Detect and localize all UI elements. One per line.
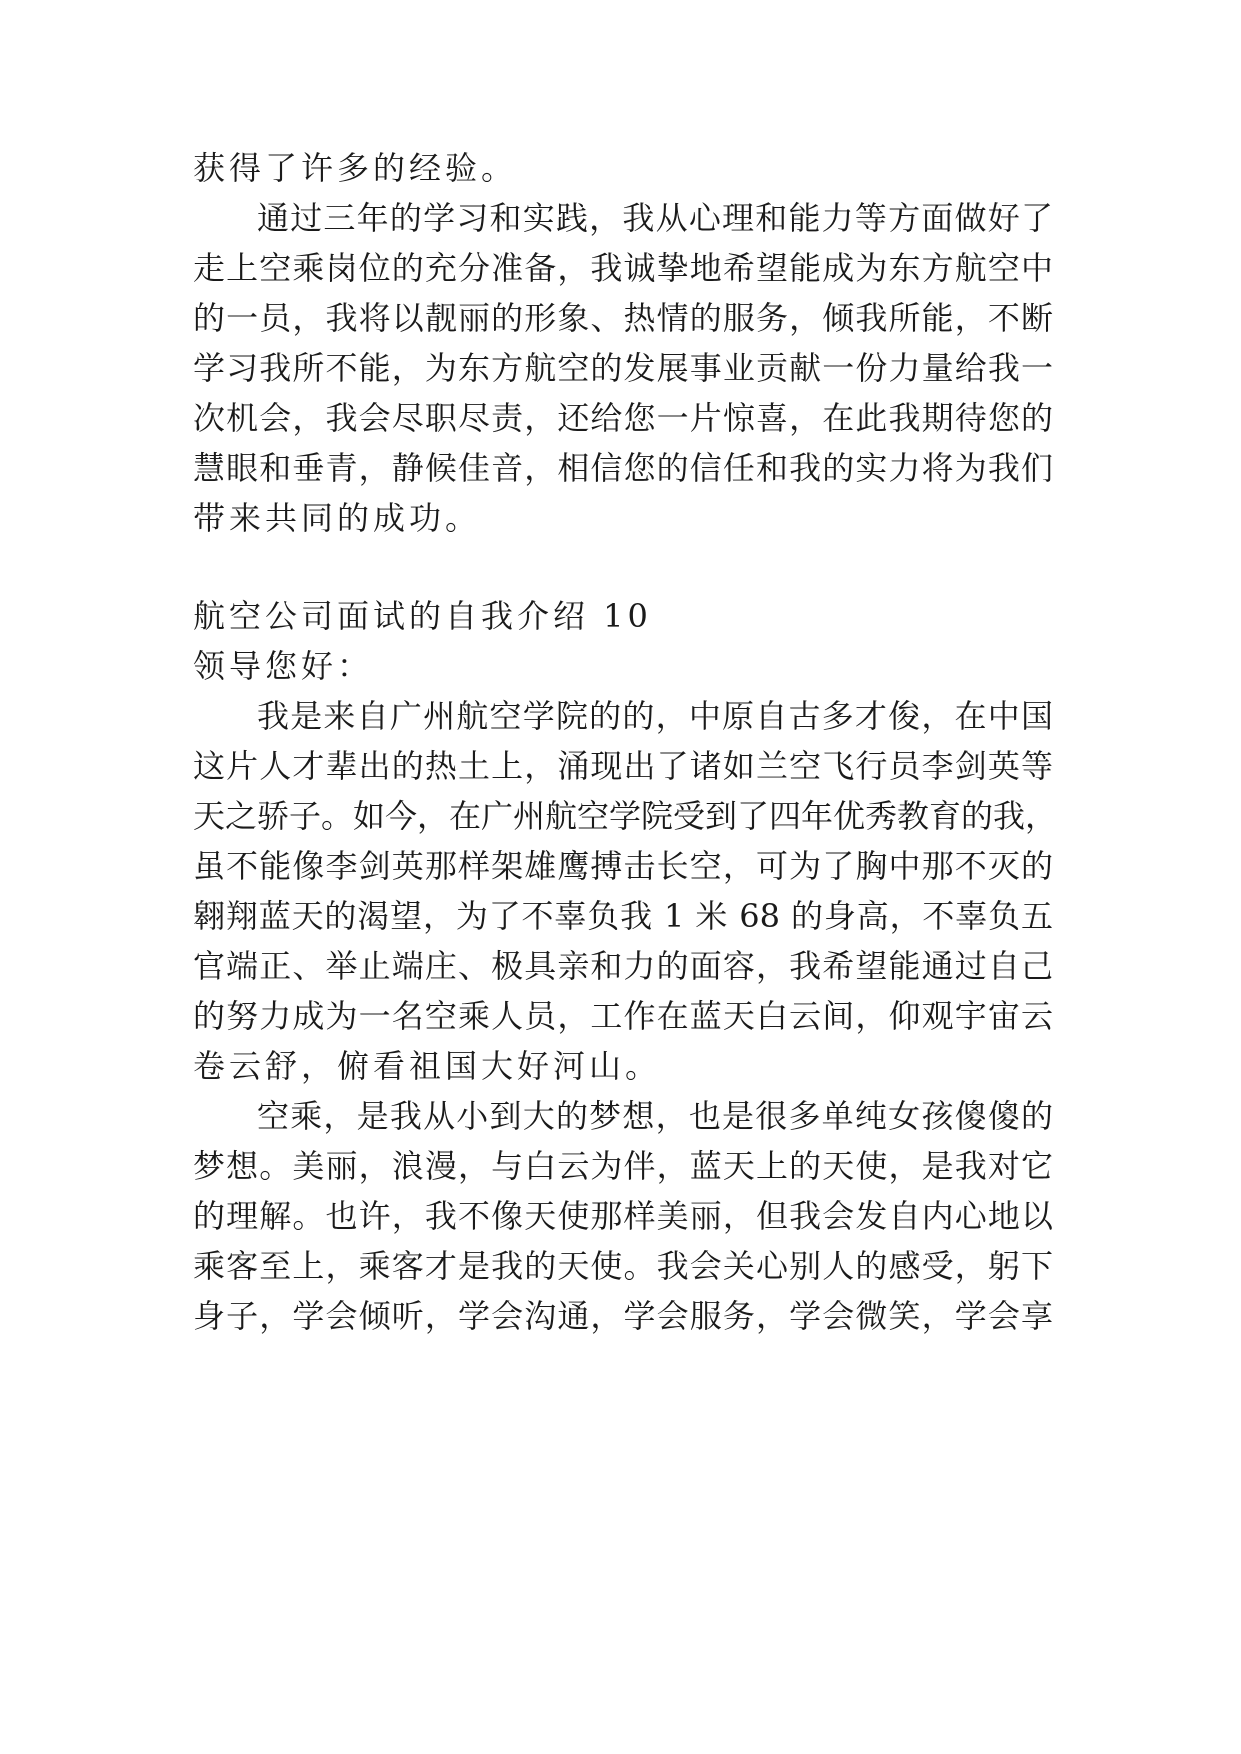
text-line: 的努力成为一名空乘人员，工作在蓝天白云间，仰观宇宙云 [193,997,1053,1035]
text-line: 虽不能像李剑英那样架雄鹰搏击长空，可为了胸中那不灭的 [193,847,1053,885]
greeting: 领导您好： [193,647,374,685]
text-line: 翱翔蓝天的渴望，为了不辜负我 1 米 68 的身高，不辜负五 [193,897,1053,935]
text-line: 的理解。也许，我不像天使那样美丽，但我会发自内心地以 [193,1197,1053,1235]
text-line: 次机会，我会尽职尽责，还给您一片惊喜，在此我期待您的 [193,399,1053,437]
text-line: 的一员，我将以靓丽的形象、热情的服务，倾我所能，不断 [193,299,1053,337]
text-line: 官端正、举止端庄、极具亲和力的面容，我希望能通过自己 [193,947,1053,985]
text-line: 天之骄子。如今，在广州航空学院受到了四年优秀教育的我， [193,797,1058,835]
text-line: 梦想。美丽，浪漫，与白云为伴，蓝天上的天使，是我对它 [193,1147,1053,1185]
text-line: 带来共同的成功。 [193,499,482,537]
text-line: 卷云舒，俯看祖国大好河山。 [193,1047,662,1085]
text-line: 获得了许多的经验。 [193,149,518,187]
section-heading: 航空公司面试的自我介绍 10 [193,597,652,635]
text-line: 走上空乘岗位的充分准备，我诚挚地希望能成为东方航空中 [193,249,1053,287]
text-line: 乘客至上，乘客才是我的天使。我会关心别人的感受，躬下 [193,1247,1053,1285]
text-line: 慧眼和垂青，静候佳音，相信您的信任和我的实力将为我们 [193,449,1053,487]
text-line: 通过三年的学习和实践，我从心理和能力等方面做好了 [257,199,1053,237]
text-line: 学习我所不能，为东方航空的发展事业贡献一份力量给我一 [193,349,1053,387]
text-line: 身子，学会倾听，学会沟通，学会服务，学会微笑，学会享 [193,1297,1053,1335]
text-line: 我是来自广州航空学院的的，中原自古多才俊，在中国 [257,697,1053,735]
text-line: 这片人才辈出的热土上，涌现出了诸如兰空飞行员李剑英等 [193,747,1053,785]
text-line: 空乘，是我从小到大的梦想，也是很多单纯女孩傻傻的 [257,1097,1053,1135]
